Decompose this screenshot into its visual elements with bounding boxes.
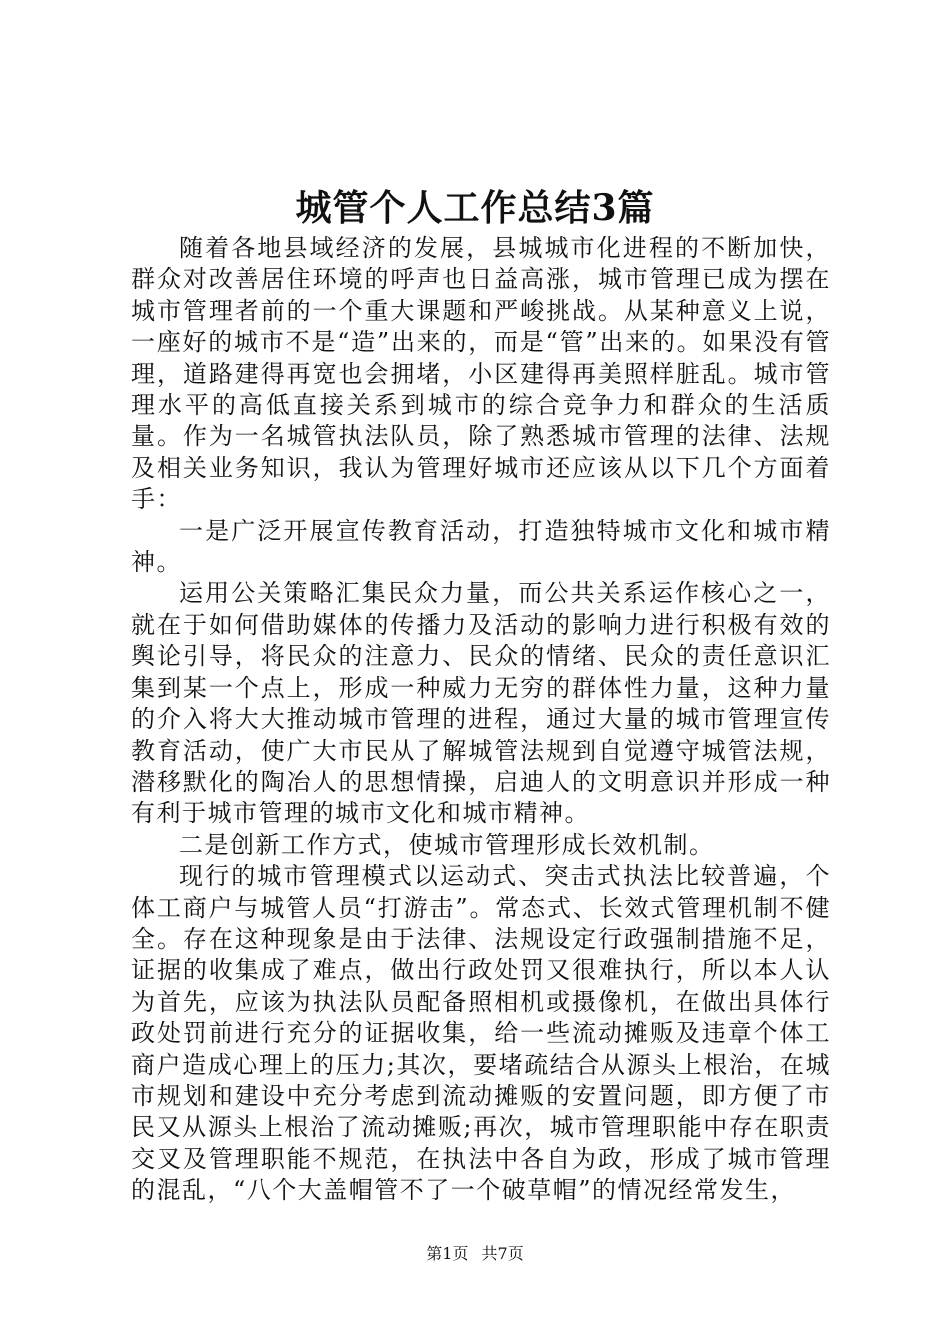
page-total: 共7页 bbox=[481, 1244, 524, 1263]
page-number: 第1页 bbox=[426, 1244, 469, 1263]
paragraph-point-one: 一是广泛开展宣传教育活动，打造独特城市文化和城市精神。 bbox=[131, 516, 831, 577]
paragraph-intro: 随着各地县域经济的发展，县城城市化进程的不断加快，群众对改善居住环境的呼声也日益高涨，城市管理已成为摆在城市管理者前的一个重大课题和严峻挑战。从某种意义上说，一座好的城市不是“造”出来的，而是“管”出来的。如果没有管理，道路建得再宽也会拥堵，小区建得再美照样脏乱。城市管理水平的高低直接关系到城市的综合竞争力和群众的生活质量。作为一名城管执法队员，除了熟悉城市管理的法律、法规及相关业务知识，我认为管理好城市还应该从以下几个方面着手： bbox=[131, 234, 831, 514]
page-footer bbox=[0, 1244, 950, 1264]
paragraph-point-one-detail: 运用公关策略汇集民众力量，而公共关系运作核心之一，就在于如何借助媒体的传播力及活动的影响力进行积极有效的舆论引导，将民众的注意力、民众的情绪、民众的责任意识汇集到某一个点上，形成一种威力无穷的群体性力量，这种力量的介入将大大推动城市管理的进程，通过大量的城市管理宣传教育活动，使广大市民从了解城管法规到自觉遵守城管法规，潜移默化的陶冶人的思想情操，启迪人的文明意识并形成一种有利于城市管理的城市文化和城市精神。 bbox=[131, 579, 831, 828]
paragraph-point-two-detail: 现行的城市管理模式以运动式、突击式执法比较普遍，个体工商户与城管人员“打游击”。常态式、长效式管理机制不健全。存在这种现象是由于法律、法规设定行政强制措施不足，证据的收集成了难点，做出行政处罚又很难执行，所以本人认为首先，应该为执法队员配备照相机或摄像机，在做出具体行政处罚前进行充分的证据收集，给一些流动摊贩及违章个体工商户造成心理上的压力;其次，要堵疏结合从源头上根治，在城市规划和建设中充分考虑到流动摊贩的安置问题，即方便了市民又从源头上根治了流动摊贩;再次，城市管理职能中存在职责交叉及管理职能不规范，在执法中各自为政，形成了城市管理的混乱，“八个大盖帽管不了一个破草帽”的情况经常发生， bbox=[131, 862, 831, 1205]
paragraph-point-two: 二是创新工作方式，使城市管理形成长效机制。 bbox=[179, 830, 715, 859]
document-title: 城管个人工作总结3篇 bbox=[295, 187, 655, 229]
document-body bbox=[131, 233, 831, 1207]
